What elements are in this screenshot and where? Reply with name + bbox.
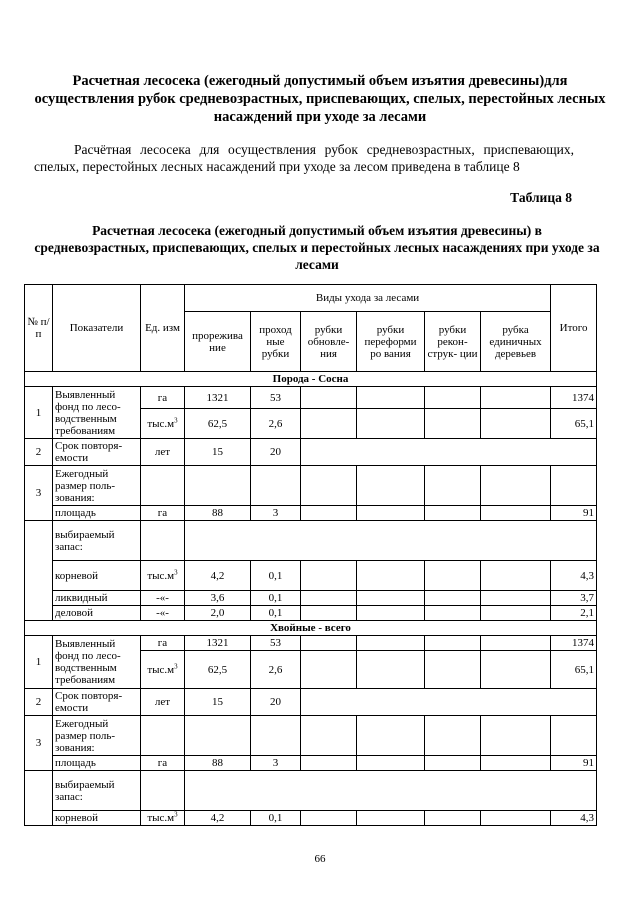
value-cell: 20 <box>251 689 301 716</box>
value-cell: 3 <box>251 506 301 521</box>
value-cell: 53 <box>251 387 301 409</box>
total-cell: 91 <box>551 506 597 521</box>
row-label: корневой <box>53 811 141 826</box>
table-number: Таблица 8 <box>510 190 572 205</box>
total-cell: 1374 <box>551 636 597 651</box>
total-cell: 65,1 <box>551 409 597 439</box>
header-indicators: Показатели <box>53 285 141 372</box>
total-cell: 4,3 <box>551 811 597 826</box>
value-cell: 1321 <box>185 387 251 409</box>
value-cell: 3,6 <box>185 591 251 606</box>
value-cell: 15 <box>185 439 251 466</box>
total-cell: 1374 <box>551 387 597 409</box>
allowable-cut-table <box>24 284 597 826</box>
header-care-types: Виды ухода за лесами <box>185 285 551 312</box>
header-col-reforming: рубки переформи ро вания <box>357 312 425 372</box>
value-cell: 20 <box>251 439 301 466</box>
value-cell: 4,2 <box>185 561 251 591</box>
unit-cell: $тыс.м^3$ <box>141 651 185 689</box>
row-label: Ежегодный размер поль- зования: <box>53 716 141 756</box>
value-cell: 53 <box>251 636 301 651</box>
unit-cell: -«- <box>141 591 185 606</box>
section-title-conifers: Хвойные - всего <box>25 621 597 636</box>
total-cell: 65,1 <box>551 651 597 689</box>
value-cell: 2,6 <box>251 409 301 439</box>
header-col-passage: проход ные рубки <box>251 312 301 372</box>
table-title: Расчетная лесосека (ежегодный допустимый объем изъятия древесины) в средневозрастных, приспевающих, спелых и перестойных лесных насаждениях при уходе за лесами <box>34 223 600 272</box>
total-cell: 4,3 <box>551 561 597 591</box>
row-label: Ежегодный размер поль- зования: <box>53 466 141 506</box>
row-label: площадь <box>53 506 141 521</box>
row-label: выбираемый запас: <box>53 771 141 811</box>
header-total: Итого <box>551 285 597 372</box>
unit-cell: лет <box>141 689 185 716</box>
row-num: 3 <box>25 466 53 521</box>
row-label: выбираемый запас: <box>53 521 141 561</box>
value-cell: 4,2 <box>185 811 251 826</box>
unit-cell: лет <box>141 439 185 466</box>
value-cell: 62,5 <box>185 409 251 439</box>
row-num: 2 <box>25 439 53 466</box>
value-cell: 15 <box>185 689 251 716</box>
value-cell: 2,0 <box>185 606 251 621</box>
row-num: 2 <box>25 689 53 716</box>
unit-cell: га <box>141 506 185 521</box>
header-unit: Ед. изм <box>141 285 185 372</box>
intro-paragraph: Расчётная лесосека для осуществления рубок средневозрастных, приспевающих, спелых, перестойных лесных насаждений при уходе за лесом приведена в таблице 8 <box>34 142 574 174</box>
section-title-pine: Порода - Сосна <box>25 372 597 387</box>
row-label: Срок повторя- емости <box>53 439 141 466</box>
row-num: 3 <box>25 716 53 771</box>
unit-cell: $тыс.м^3$ <box>141 811 185 826</box>
value-cell: 88 <box>185 506 251 521</box>
value-cell: 88 <box>185 756 251 771</box>
row-label: ликвидный <box>53 591 141 606</box>
header-col-single-trees: рубка единичных деревьев <box>481 312 551 372</box>
row-label: Срок повторя- емости <box>53 689 141 716</box>
total-cell: 3,7 <box>551 591 597 606</box>
row-num: 1 <box>25 636 53 689</box>
row-label: Выявленный фонд по лесо- водственным требованиям <box>53 636 141 689</box>
unit-cell: га <box>141 387 185 409</box>
row-num: 1 <box>25 387 53 439</box>
total-cell: 91 <box>551 756 597 771</box>
header-col-reconstruction: рубки рекон- струк- ции <box>425 312 481 372</box>
row-label: деловой <box>53 606 141 621</box>
unit-cell: -«- <box>141 606 185 621</box>
unit-cell: га <box>141 756 185 771</box>
value-cell: 0,1 <box>251 591 301 606</box>
header-col-thinning: прорежива ние <box>185 312 251 372</box>
header-col-renewal: рубки обновле- ния <box>301 312 357 372</box>
value-cell: 0,1 <box>251 811 301 826</box>
unit-cell: $тыс.м^3$ <box>141 409 185 439</box>
value-cell: 0,1 <box>251 606 301 621</box>
total-cell: 2,1 <box>551 606 597 621</box>
page-number: 66 <box>314 853 326 865</box>
value-cell: 0,1 <box>251 561 301 591</box>
document-heading: Расчетная лесосека (ежегодный допустимый объем изъятия древесины)для осуществления рубок средневозрастных, приспевающих, спелых, перестойных лесных насаждений при уходе за лесами <box>34 73 606 125</box>
value-cell: 3 <box>251 756 301 771</box>
row-label: площадь <box>53 756 141 771</box>
row-label: корневой <box>53 561 141 591</box>
value-cell: 2,6 <box>251 651 301 689</box>
header-num: № п/п <box>25 285 53 372</box>
value-cell: 1321 <box>185 636 251 651</box>
unit-cell: га <box>141 636 185 651</box>
unit-cell: $тыс.м^3$ <box>141 561 185 591</box>
value-cell: 62,5 <box>185 651 251 689</box>
row-label: Выявленный фонд по лесо- водственным требованиям <box>53 387 141 439</box>
